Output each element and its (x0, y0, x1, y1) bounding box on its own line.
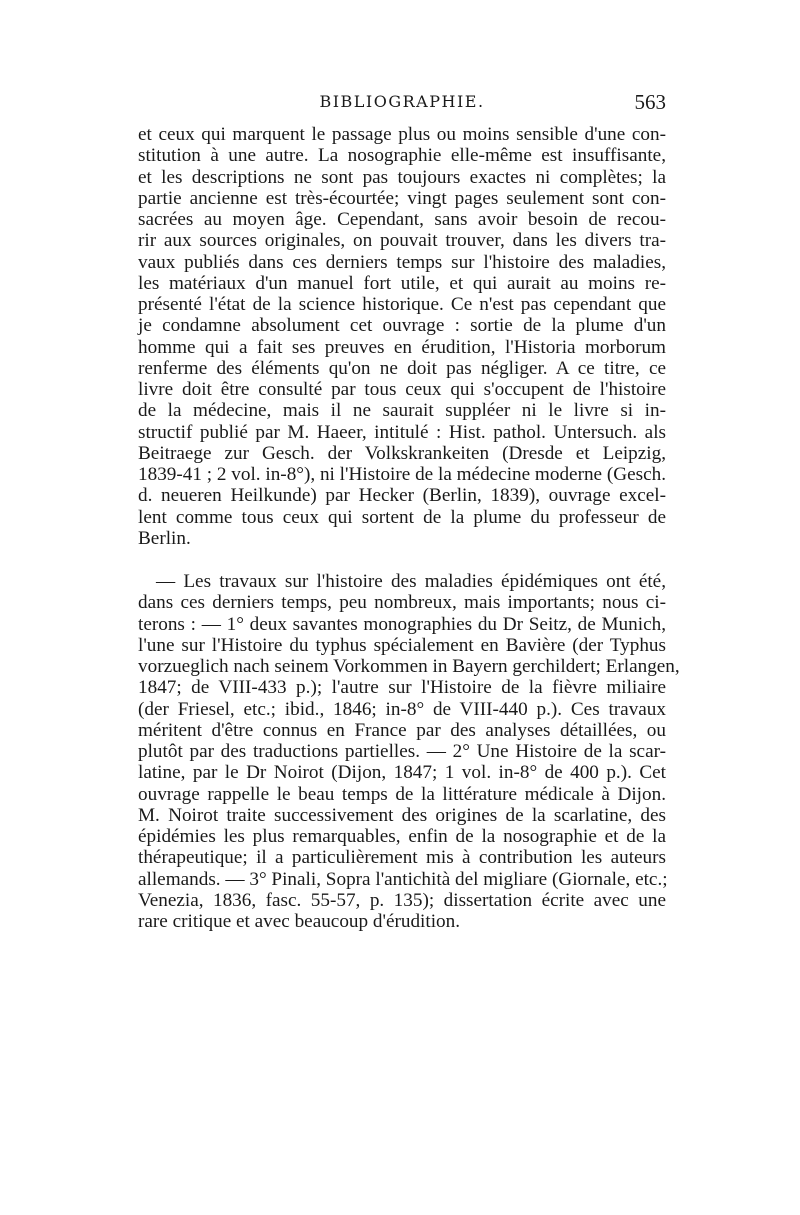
text-line: 1839-41 ; 2 vol. in-8°), ni l'Histoire de la médecine moderne (Gesch. (138, 464, 666, 485)
paragraph-spacer (138, 549, 666, 571)
paragraph-1 (138, 124, 666, 549)
text-line: et les descriptions ne sont pas toujours exactes ni complètes; la (138, 166, 666, 188)
text-line: renferme des éléments qu'on ne doit pas négliger. A ce titre, ce (138, 357, 666, 379)
text-line: stitution à une autre. La nosographie elle-même est insuffisante, (138, 145, 666, 167)
text-line: Venezia, 1836, fasc. 55-57, p. 135); dissertation écrite avec une (138, 889, 666, 911)
text-line: présenté l'état de la science historique. Ce n'est pas cependant que (138, 294, 666, 315)
text-line: et ceux qui marquent le passage plus ou moins sensible d'une con- (138, 124, 666, 145)
text-line: allemands. — 3° Pinali, Sopra l'antichità del migliare (Giornale, etc.; (138, 868, 668, 890)
text-line: d. neueren Heilkunde) par Hecker (Berlin, 1839), ouvrage excel- (138, 485, 666, 507)
page-header (138, 92, 666, 122)
text-line: (der Friesel, etc.; ibid., 1846; in-8° de VIII-440 p.). Ces travaux (138, 698, 666, 720)
text-line: méritent d'être connus en France par des analyses détaillées, ou (138, 719, 666, 741)
text-line: — Les travaux sur l'histoire des maladies épidémiques ont été, (156, 571, 666, 592)
text-line: livre doit être consulté par tous ceux qui s'occupent de l'histoire (138, 379, 666, 400)
body-text (138, 124, 680, 932)
text-line: rare critique et avec beaucoup d'érudition. (138, 911, 461, 932)
paragraph-2 (138, 571, 680, 932)
text-line: ouvrage rappelle le beau temps de la littérature médicale à Dijon. (138, 783, 666, 805)
text-line: plutôt par des traductions partielles. — 2° Une Histoire de la scar- (138, 741, 666, 762)
text-line: structif publié par M. Haeer, intitulé : Hist. pathol. Untersuch. als (138, 421, 666, 443)
text-line: M. Noirot traite successivement des origines de la scarlatine, des (138, 804, 666, 826)
text-line: thérapeutique; il a particulièrement mis à contribution les auteurs (138, 847, 666, 869)
text-line: lent comme tous ceux qui sortent de la plume du professeur de (138, 506, 666, 528)
running-head: BIBLIOGRAPHIE. (319, 92, 485, 111)
text-line: homme qui a fait ses preuves en érudition, l'Historia morborum (138, 336, 666, 358)
text-line: je condamne absolument cet ouvrage : sortie de la plume d'un (138, 315, 666, 337)
text-line: 1847; de VIII-433 p.); l'autre sur l'Histoire de la fièvre miliaire (138, 677, 666, 699)
text-line: partie ancienne est très-écourtée; vingt pages seulement sont con- (138, 187, 666, 209)
text-line: épidémies les plus remarquables, enfin de la nosographie et de la (138, 826, 666, 847)
text-line: Beitraege zur Gesch. der Volkskrankeiten (Dresde et Leipzig, (138, 442, 666, 464)
text-line: terons : — 1° deux savantes monographies du Dr Seitz, de Munich, (138, 613, 666, 635)
text-line: l'une sur l'Histoire du typhus spécialement en Bavière (der Typhus (138, 634, 666, 656)
text-line: vaux publiés dans ces derniers temps sur l'histoire des maladies, (138, 251, 666, 273)
text-line: sacrées au moyen âge. Cependant, sans avoir besoin de recou- (138, 209, 666, 230)
text-line: de la médecine, mais il ne saurait suppléer ni le livre si in- (138, 400, 666, 422)
text-line: les matériaux d'un manuel fort utile, et qui aurait au moins re- (138, 272, 666, 294)
page-number: 563 (634, 90, 666, 114)
text-line: vorzueglich nach seinem Vorkommen in Bayern gerchildert; Erlangen, (138, 656, 680, 677)
text-line: rir aux sources originales, on pouvait trouver, dans les divers tra- (138, 230, 666, 252)
text-line: dans ces derniers temps, peu nombreux, mais importants; nous ci- (138, 592, 666, 614)
text-line: latine, par le Dr Noirot (Dijon, 1847; 1 vol. in-8° de 400 p.). Cet (138, 762, 666, 784)
text-line: Berlin. (138, 527, 191, 549)
